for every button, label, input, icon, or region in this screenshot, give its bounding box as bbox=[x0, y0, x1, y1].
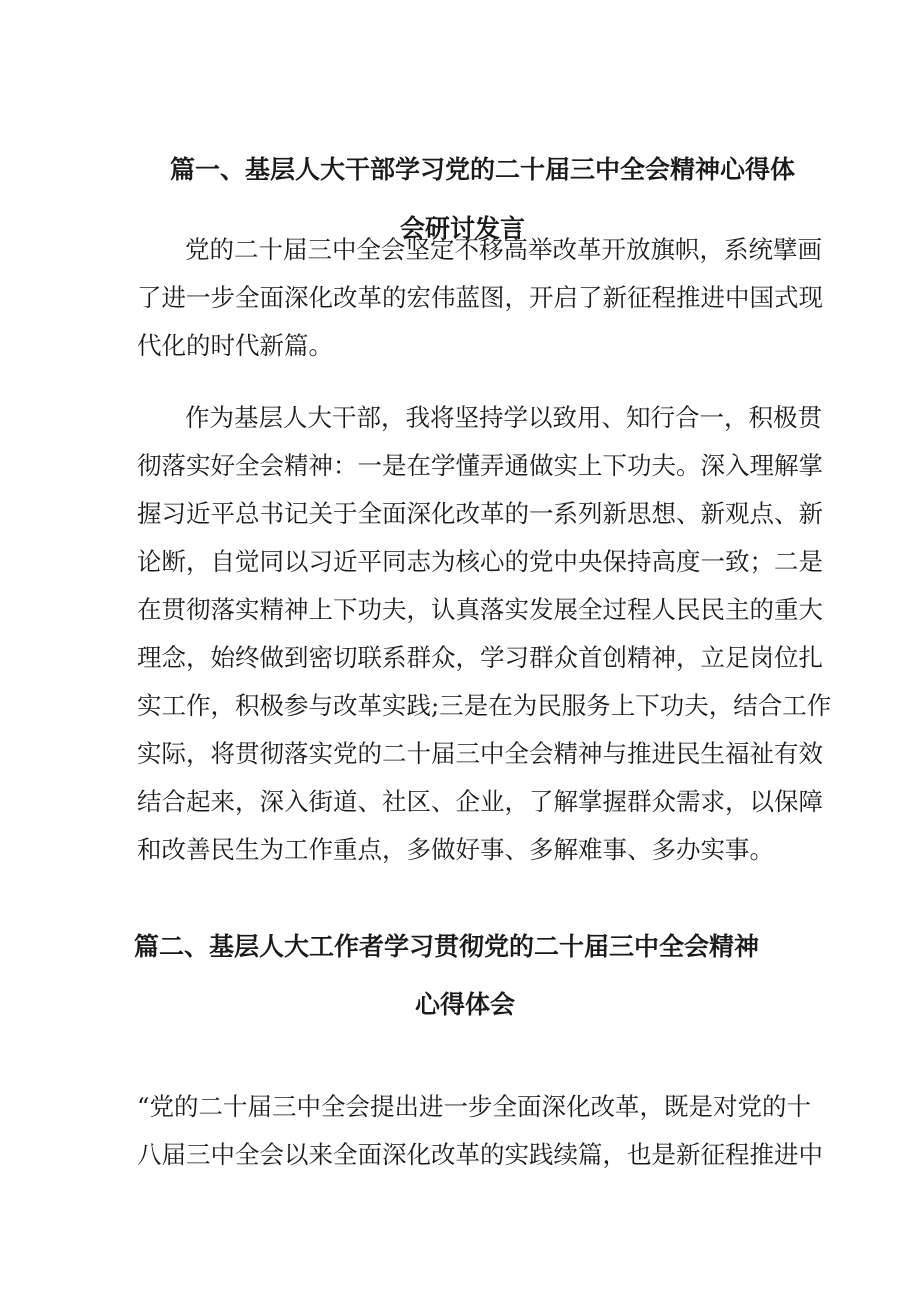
text-line: 作为基层人大干部，我将坚持学以致用、知行合一，积极贯 bbox=[185, 403, 822, 432]
text-line: 党的二十届三中全会坚定不移高举改革开放旗帜，系统擘画 bbox=[185, 235, 822, 264]
text-line: 论断，自觉同以习近平同志为核心的党中央保持高度一致；二是 bbox=[137, 547, 823, 576]
text-line: 在贯彻落实精神上下功夫，认真落实发展全过程人民民主的重大 bbox=[137, 595, 823, 624]
text-line: 实际，将贯彻落实党的二十届三中全会精神与推进民生福祉有效 bbox=[137, 739, 823, 768]
text-line: 八届三中全会以来全面深化改革的实践续篇，也是新征程推进中 bbox=[137, 1140, 823, 1169]
text-line: 了进一步全面深化改革的宏伟蓝图，开启了新征程推进中国式现 bbox=[137, 283, 823, 312]
text-line: 代化的时代新篇。 bbox=[137, 331, 333, 360]
text-line: “党的二十届三中全会提出进一步全面深化改革，既是对党的十 bbox=[137, 1092, 812, 1121]
text-line: 和改善民生为工作重点，多做好事、多解难事、多办实事。 bbox=[137, 835, 774, 864]
section2-title-line2: 心得体会 bbox=[415, 990, 516, 1019]
section2-title-line1: 篇二、基层人大工作者学习贯彻党的二十届三中全会精神 bbox=[134, 932, 760, 961]
section1-title-line1: 篇一、基层人大干部学习党的二十届三中全会精神心得体 bbox=[170, 155, 796, 184]
text-line: 握习近平总书记关于全面深化改革的一系列新思想、新观点、新 bbox=[137, 499, 823, 528]
text-line: 理念，始终做到密切联系群众，学习群众首创精神，立足岗位扎 bbox=[137, 643, 823, 672]
text-line: 结合起来，深入街道、社区、企业，了解掌握群众需求，以保障 bbox=[137, 787, 823, 816]
section1-title-line2: 会研讨发言 bbox=[400, 214, 526, 243]
text-line: 实工作，积极参与改革实践;三是在为民服务上下功夫，结合工作 bbox=[137, 691, 832, 720]
text-line: 彻落实好全会精神：一是在学懂弄通做实上下功夫。深入理解掌 bbox=[137, 451, 823, 480]
